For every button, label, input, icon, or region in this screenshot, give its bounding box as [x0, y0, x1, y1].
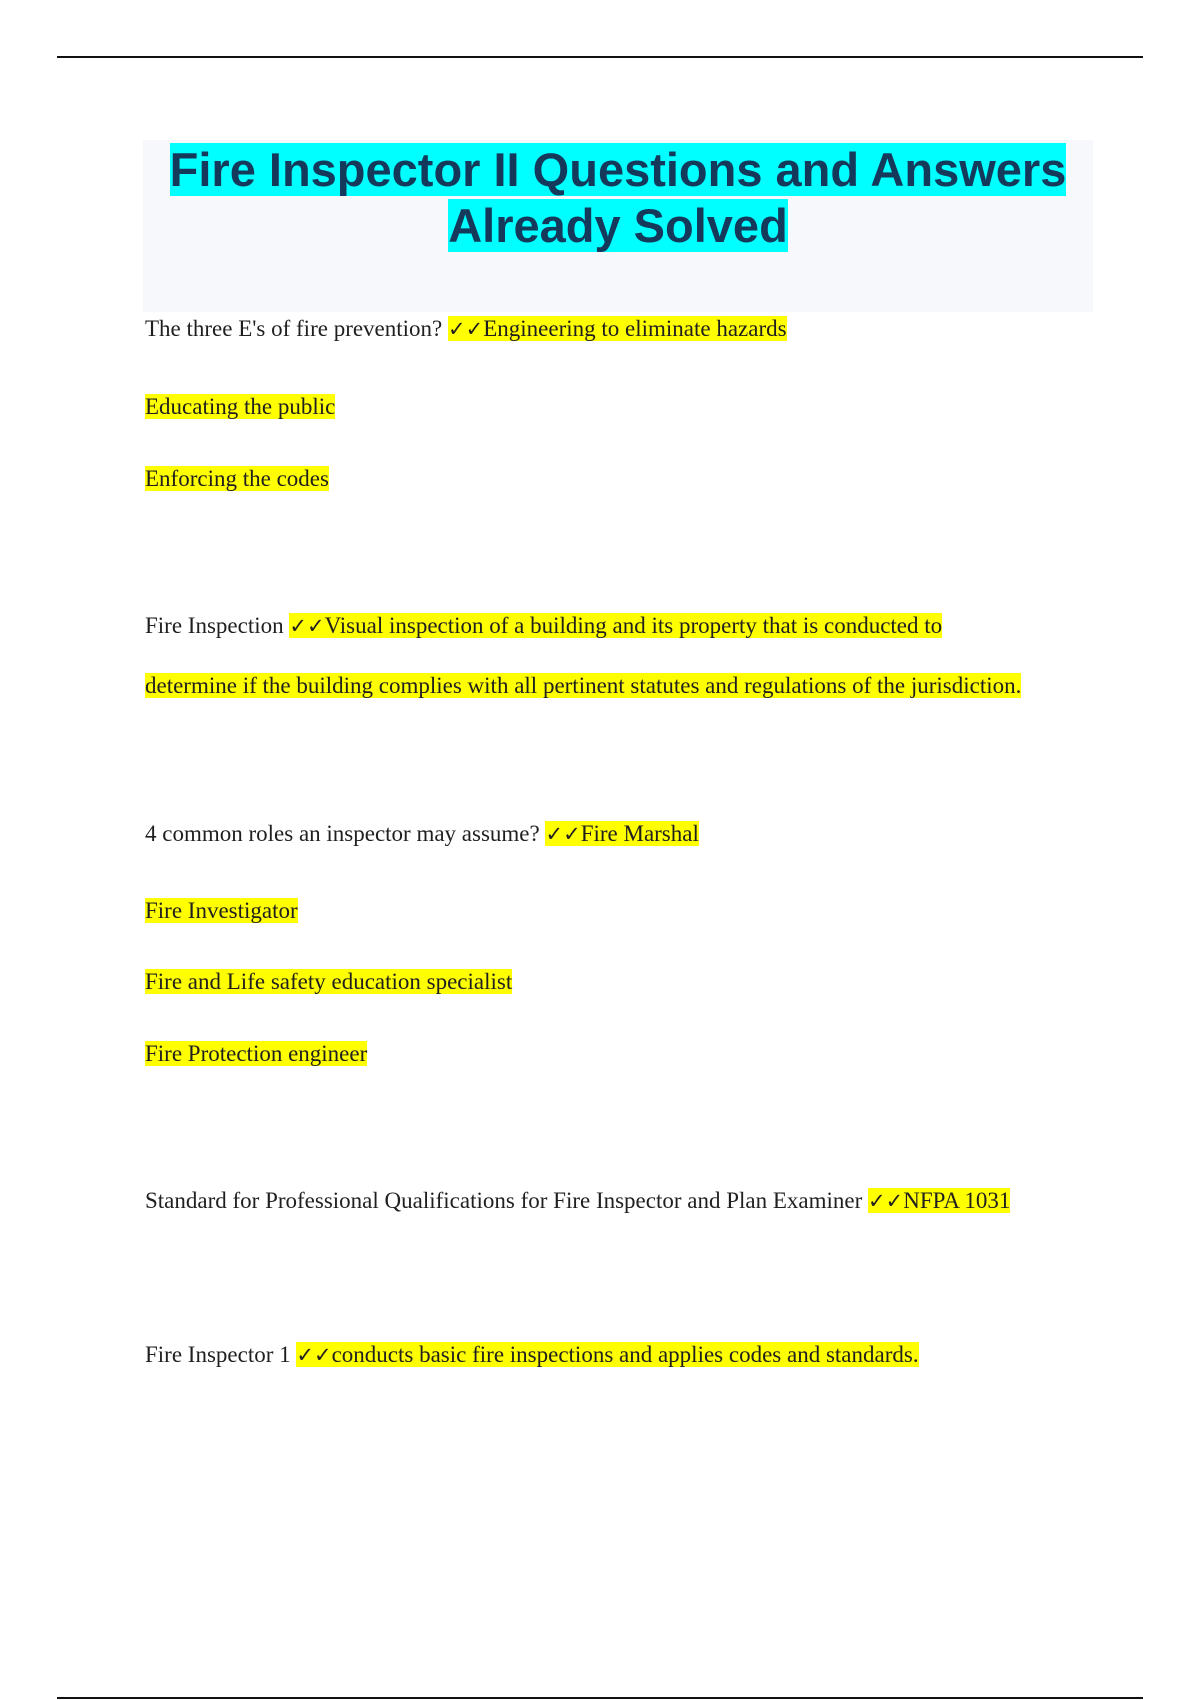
double-check-icon: ✓✓ — [545, 822, 581, 846]
double-check-icon: ✓✓ — [296, 1343, 332, 1367]
title-line-1: Fire Inspector II Questions and Answers — [169, 143, 1067, 196]
double-check-icon: ✓✓ — [289, 614, 325, 638]
qa-item-4 — [145, 1186, 1010, 1216]
answer-text: ✓✓Fire Marshal — [545, 821, 699, 846]
double-check-icon: ✓✓ — [868, 1189, 904, 1213]
top-rule — [57, 56, 1143, 58]
qa-item-1 — [145, 314, 787, 344]
double-check-icon: ✓✓ — [448, 317, 484, 341]
qa-item-3 — [145, 819, 699, 849]
answer-continuation: Fire and Life safety education specialist — [145, 969, 513, 994]
bottom-rule — [57, 1697, 1143, 1699]
document-title — [143, 142, 1093, 254]
qa-item-2 — [145, 611, 942, 641]
answer-text: ✓✓conducts basic fire inspections and applies codes and standards. — [296, 1342, 919, 1367]
question-text: 4 common roles an inspector may assume? — [145, 821, 540, 846]
title-line-2: Already Solved — [448, 199, 788, 252]
answer-continuation: Enforcing the codes — [145, 466, 329, 491]
question-text: Standard for Professional Qualifications for Fire Inspector and Plan Examiner — [145, 1188, 863, 1213]
qa-item-5 — [145, 1340, 919, 1370]
question-text: The three E's of fire prevention? — [145, 316, 443, 341]
question-text: Fire Inspector 1 — [145, 1342, 291, 1367]
answer-continuation: Fire Protection engineer — [145, 1041, 368, 1066]
answer-text: ✓✓NFPA 1031 — [868, 1188, 1011, 1213]
answer-continuation: Fire Investigator — [145, 898, 298, 923]
answer-text: ✓✓Engineering to eliminate hazards — [448, 316, 787, 341]
answer-text: ✓✓Visual inspection of a building and its property that is conducted to — [289, 613, 943, 638]
answer-continuation: Educating the public — [145, 394, 336, 419]
answer-continuation: determine if the building complies with all pertinent statutes and regulations of the jurisdiction. — [145, 673, 1022, 698]
question-text: Fire Inspection — [145, 613, 284, 638]
